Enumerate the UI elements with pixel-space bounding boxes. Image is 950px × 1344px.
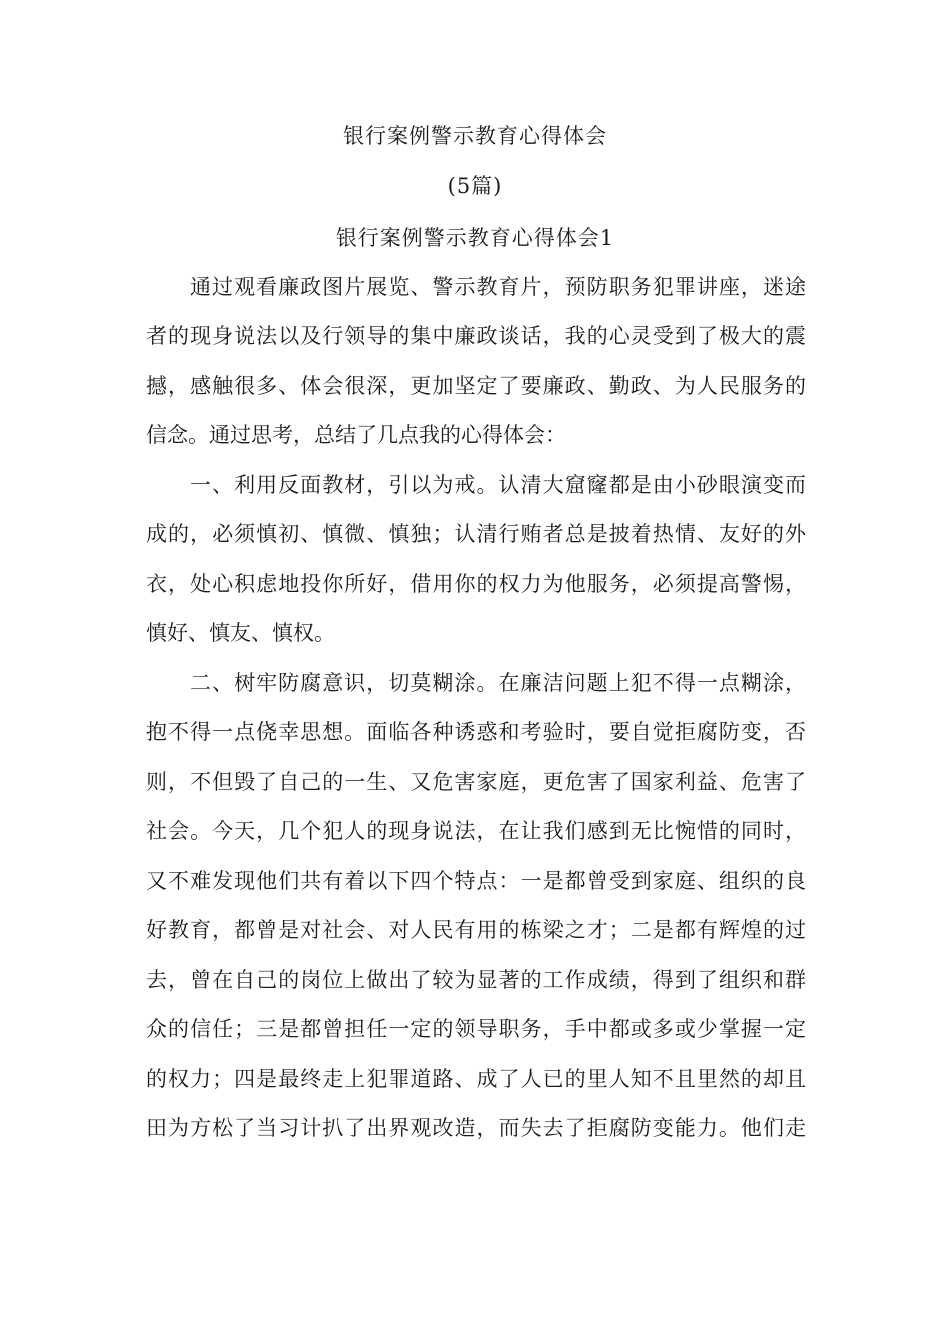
paragraph-line: 慎好、慎友、慎权。 [146,621,335,645]
paragraph-line: 众的信任；三是都曾担任一定的领导职务，手中都或多或少掌握一定 [146,1017,806,1041]
paragraph-line: 社会。今天，几个犯人的现身说法，在让我们感到无比惋惜的同时， [146,819,806,843]
paragraph-line: 一、利用反面教材，引以为戒。认清大窟窿都是由小砂眼演变而 [190,473,806,497]
document-subtitle: (5篇) [447,174,503,198]
section-heading: 银行案例警示教育心得体会1 [335,226,615,250]
paragraph-line: 好教育，都曾是对社会、对人民有用的栋梁之才；二是都有辉煌的过 [146,918,806,942]
paragraph-line: 抱不得一点侥幸思想。面临各种诱惑和考验时，要自觉拒腐防变，否 [146,720,806,744]
paragraph-line: 田为方松了当习计扒了出界观改造，而失去了拒腐防变能力。他们走 [146,1116,806,1140]
paragraph-line: 通过观看廉政图片展览、警示教育片，预防职务犯罪讲座，迷途 [190,275,806,299]
paragraph-line: 又不难发现他们共有着以下四个特点：一是都曾受到家庭、组织的良 [146,869,806,893]
paragraph-line: 去，曾在自己的岗位上做出了较为显著的工作成绩，得到了组织和群 [146,968,806,992]
document-title: 银行案例警示教育心得体会 [343,124,607,148]
paragraph-line: 衣，处心积虑地投你所好，借用你的权力为他服务，必须提高警惕， [146,572,806,596]
paragraph-line: 二、树牢防腐意识，切莫糊涂。在廉洁问题上犯不得一点糊涂， [190,671,806,695]
paragraph-line: 撼，感触很多、体会很深，更加坚定了要廉政、勤政、为人民服务的 [146,374,806,398]
paragraph-line: 者的现身说法以及行领导的集中廉政谈话，我的心灵受到了极大的震 [146,324,806,348]
paragraph-line: 的权力；四是最终走上犯罪道路、成了人已的里人知不且里然的却且 [146,1067,806,1091]
paragraph-line: 成的，必须慎初、慎微、慎独；认清行贿者总是披着热情、友好的外 [146,522,806,546]
paragraph-line: 则，不但毁了自己的一生、又危害家庭，更危害了国家利益、危害了 [146,770,806,794]
paragraph-line: 信念。通过思考，总结了几点我的心得体会： [146,423,566,447]
